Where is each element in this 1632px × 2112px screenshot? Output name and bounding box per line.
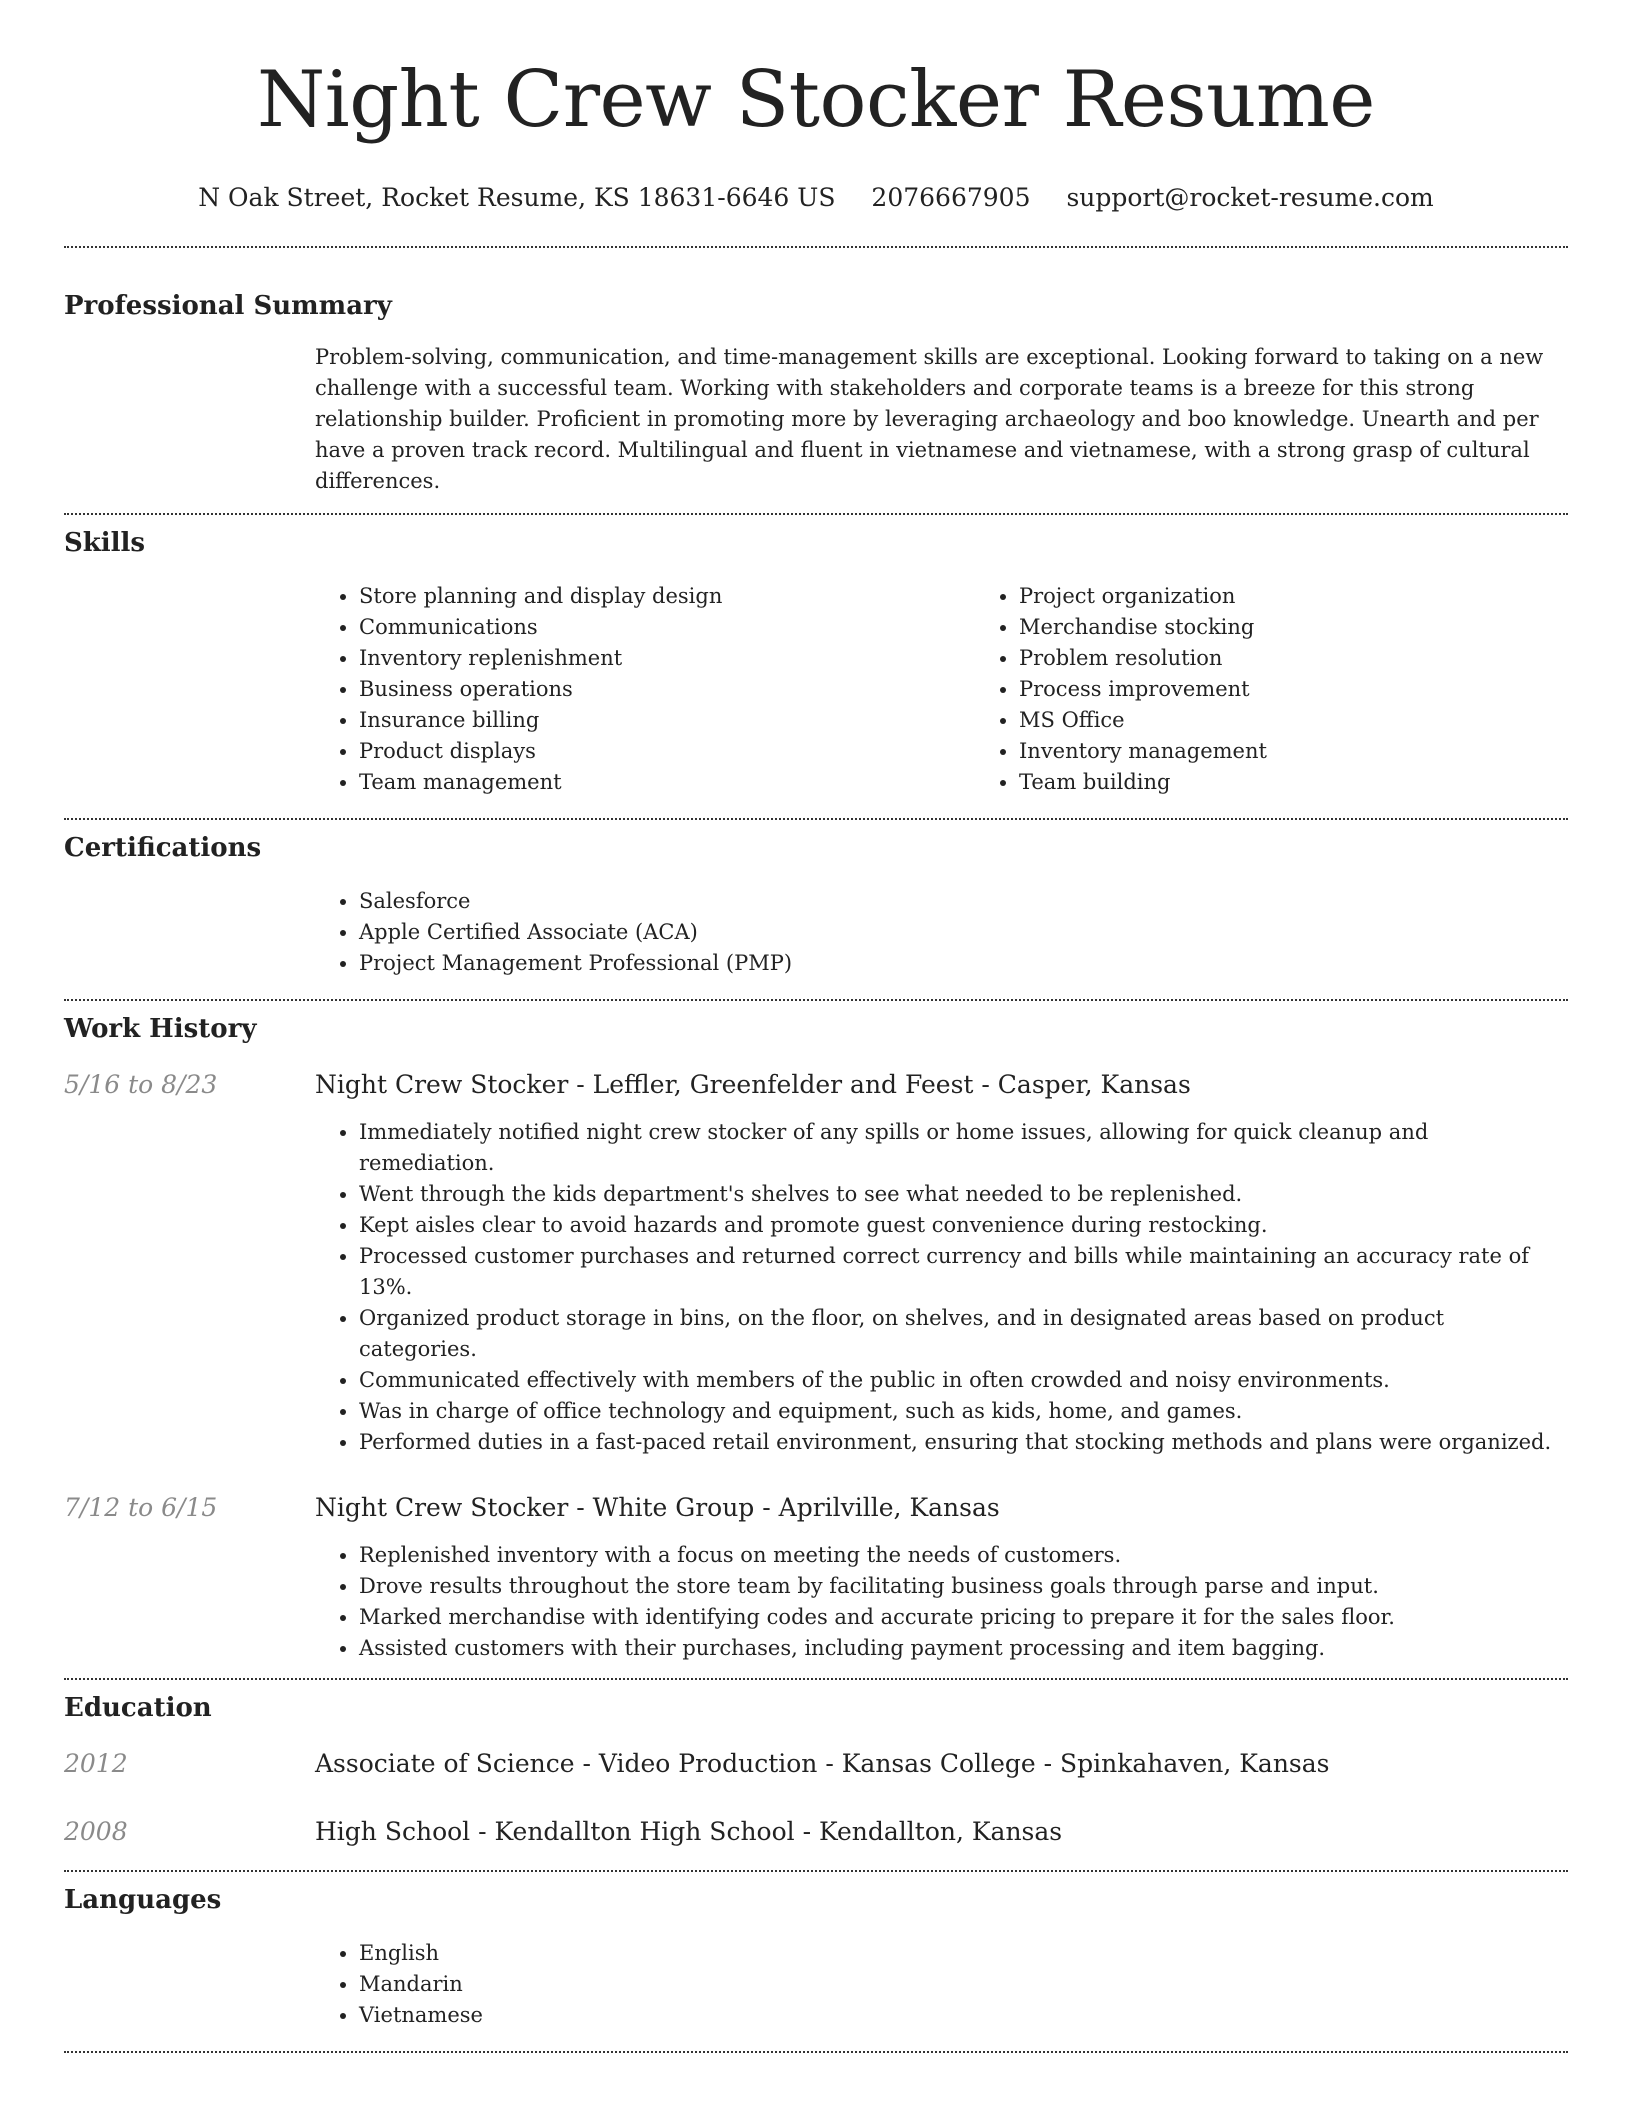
list-item: • Business operations <box>359 674 975 705</box>
job-bullets <box>315 1117 1568 1458</box>
list-item: • Merchandise stocking <box>1019 612 1632 643</box>
section-certifications <box>64 820 1568 999</box>
list-item: • Marked merchandise with identifying codes and accurate pricing to prepare it for the sales floor. <box>359 1602 1568 1633</box>
education-text: High School - Kendallton High School - Kendallton, Kansas <box>315 1817 1063 1846</box>
contact-line <box>64 182 1568 214</box>
list-item: • English <box>359 1938 1568 1969</box>
list-item: • Problem resolution <box>1019 643 1632 674</box>
list-item: • Inventory replenishment <box>359 643 975 674</box>
list-item: • Went through the kids department's shelves to see what needed to be replenished. <box>359 1179 1568 1210</box>
section-heading: Languages <box>64 1885 222 1915</box>
section-work-history <box>64 1001 1568 1678</box>
list-item: • Was in charge of office technology and equipment, such as kids, home, and games. <box>359 1396 1568 1427</box>
job-date: 7/12 to 6/15 <box>64 1493 218 1522</box>
job-title: Night Crew Stocker - Leffler, Greenfelder and Feest - Casper, Kansas <box>315 1070 1191 1099</box>
skills-column-left <box>315 581 975 798</box>
list-item: • Store planning and display design <box>359 581 975 612</box>
list-item: • Salesforce <box>359 886 1568 917</box>
summary-text: Problem-solving, communication, and time-management skills are exceptional. Looking forward to taking on a new challenge with a successful team. Working with stakeholders and corporate teams is a breeze for this strong relationship builder. Proficient in promoting more by leveraging archaeology and boo knowledge. Unearth and per have a proven track record. Multilingual and fluent in vietnamese and vietnamese, with a strong grasp of cultural differences. <box>315 345 1544 493</box>
skills-column-right <box>975 581 1632 798</box>
section-education <box>64 1680 1568 1870</box>
list-item: • Insurance billing <box>359 705 975 736</box>
section-languages <box>64 1872 1568 2051</box>
divider <box>64 2051 1568 2053</box>
education-date: 2008 <box>64 1817 128 1846</box>
education-date: 2012 <box>64 1749 128 1778</box>
address: N Oak Street, Rocket Resume, KS 18631-6646 US <box>198 183 836 212</box>
list-item: • Process improvement <box>1019 674 1632 705</box>
page-title: Night Crew Stocker Resume <box>257 55 1375 145</box>
job-title: Night Crew Stocker - White Group - Aprilville, Kansas <box>315 1493 1000 1522</box>
list-item: • Project Management Professional (PMP) <box>359 948 1568 979</box>
list-item: • Communications <box>359 612 975 643</box>
list-item: • Processed customer purchases and returned correct currency and bills while maintaining an accuracy rate of 13%. <box>359 1241 1568 1303</box>
education-entry <box>64 1816 1568 1848</box>
education-entry <box>64 1748 1568 1780</box>
list-item: • MS Office <box>1019 705 1632 736</box>
list-item: • Kept aisles clear to avoid hazards and promote guest convenience during restocking. <box>359 1210 1568 1241</box>
job-date: 5/16 to 8/23 <box>64 1070 218 1099</box>
job-entry <box>64 1069 1568 1458</box>
list-item: • Inventory management <box>1019 736 1632 767</box>
list-item: • Performed duties in a fast-paced retail environment, ensuring that stocking methods and plans were organized. <box>359 1427 1568 1458</box>
job-bullets <box>315 1540 1568 1664</box>
languages-list <box>315 1938 1568 2051</box>
list-item: • Drove results throughout the store team by facilitating business goals through parse and input. <box>359 1571 1568 1602</box>
section-heading: Certifications <box>64 833 262 863</box>
list-item: • Team building <box>1019 767 1632 798</box>
section-heading: Education <box>64 1693 212 1723</box>
section-heading: Professional Summary <box>64 291 392 321</box>
section-heading: Work History <box>64 1014 257 1044</box>
email: support@rocket-resume.com <box>1066 183 1434 212</box>
skills-list <box>315 581 1568 818</box>
job-entry <box>64 1492 1568 1678</box>
list-item: • Communicated effectively with members of the public in often crowded and noisy environments. <box>359 1365 1568 1396</box>
section-summary <box>64 248 1568 513</box>
education-text: Associate of Science - Video Production - Kansas College - Spinkahaven, Kansas <box>315 1749 1330 1778</box>
section-heading: Skills <box>64 528 146 558</box>
list-item: • Vietnamese <box>359 2000 1568 2031</box>
certifications-list <box>315 886 1568 999</box>
list-item: • Apple Certified Associate (ACA) <box>359 917 1568 948</box>
list-item: • Mandarin <box>359 1969 1568 2000</box>
list-item: • Organized product storage in bins, on the floor, on shelves, and in designated areas based on product categories. <box>359 1303 1568 1365</box>
list-item: • Product displays <box>359 736 975 767</box>
phone: 2076667905 <box>871 183 1031 212</box>
list-item: • Team management <box>359 767 975 798</box>
list-item: • Assisted customers with their purchases, including payment processing and item bagging. <box>359 1633 1568 1664</box>
list-item: • Immediately notified night crew stocker of any spills or home issues, allowing for quick cleanup and remediation. <box>359 1117 1568 1179</box>
section-skills <box>64 515 1568 818</box>
list-item: • Project organization <box>1019 581 1632 612</box>
list-item: • Replenished inventory with a focus on meeting the needs of customers. <box>359 1540 1568 1571</box>
